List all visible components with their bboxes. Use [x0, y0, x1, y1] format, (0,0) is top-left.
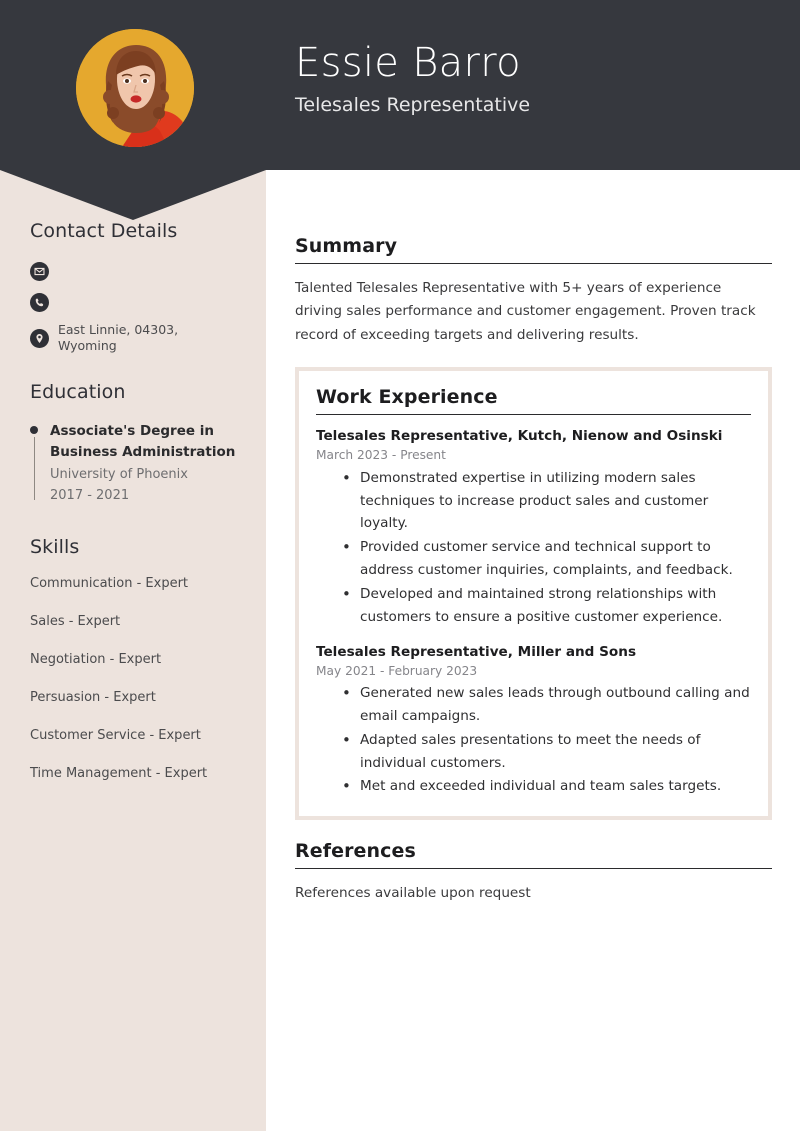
references-section [295, 840, 772, 905]
education-degree: Associate's Degree in Business Administration [50, 422, 236, 461]
education-entry [30, 421, 240, 507]
education-school: University of Phoenix [50, 467, 188, 483]
summary-heading: Summary [295, 235, 772, 264]
education-heading: Education [30, 380, 126, 403]
contact-item-email [30, 260, 240, 282]
page-title: Essie Barro [295, 40, 521, 86]
job-entry [316, 643, 751, 799]
summary-section [295, 235, 772, 347]
contact-location-text: East Linnie, 04303, Wyoming [58, 322, 179, 354]
sidebar [0, 220, 266, 809]
work-experience-heading: Work Experience [316, 386, 751, 415]
skill-item: Sales - Expert [30, 614, 121, 630]
job-bullet: • Generated new sales leads through outbound calling and email campaigns. [316, 682, 751, 728]
header-text-block [295, 40, 530, 116]
education-section [30, 381, 240, 507]
job-bullet-list [316, 682, 751, 798]
job-dates: March 2023 - Present [316, 448, 446, 463]
timeline-dot-icon [30, 426, 38, 434]
resume-header [0, 0, 800, 170]
contact-details-heading: Contact Details [30, 220, 178, 242]
contact-item-location [30, 322, 240, 355]
summary-text: Talented Telesales Representative with 5+ years of experience driving sales performance and customer engagement. Proven track record of exceeding targets and delivering results. [295, 280, 756, 343]
skill-item: Communication - Expert [30, 576, 189, 592]
avatar [76, 29, 194, 147]
skill-item: Persuasion - Expert [30, 689, 156, 705]
job-dates: May 2021 - February 2023 [316, 663, 478, 678]
phone-icon [30, 293, 49, 312]
contact-details-section [30, 220, 240, 355]
header-job-title: Telesales Representative [295, 94, 531, 117]
job-bullet: • Demonstrated expertise in utilizing modern sales techniques to increase product sales and customer loyalty. [316, 467, 751, 535]
work-experience-section [295, 367, 772, 820]
job-role: Telesales Representative, Kutch, Nienow and Osinski [316, 428, 723, 445]
job-bullet: • Developed and maintained strong relationships with customers to ensure a positive customer experience. [316, 583, 751, 629]
email-icon [30, 262, 49, 281]
timeline-line [34, 437, 36, 500]
job-bullet-list [316, 467, 751, 629]
contact-item-phone [30, 291, 240, 313]
education-dates: 2017 - 2021 [50, 488, 130, 504]
skills-section [30, 536, 240, 782]
job-bullet: • Met and exceeded individual and team sales targets. [316, 775, 751, 798]
skill-item: Time Management - Expert [30, 765, 208, 781]
job-bullet: • Adapted sales presentations to meet the needs of individual customers. [316, 729, 751, 775]
job-role: Telesales Representative, Miller and Sons [316, 643, 637, 660]
skills-heading: Skills [30, 536, 80, 559]
main-content [266, 170, 800, 925]
job-bullet: • Provided customer service and technical support to address customer inquiries, complaints, and feedback. [316, 536, 751, 582]
references-text: References available upon request [295, 885, 531, 902]
skill-item: Customer Service - Expert [30, 727, 201, 743]
skill-item: Negotiation - Expert [30, 652, 162, 668]
job-entry [316, 427, 751, 628]
references-heading: References [295, 840, 772, 869]
location-icon [30, 329, 49, 348]
